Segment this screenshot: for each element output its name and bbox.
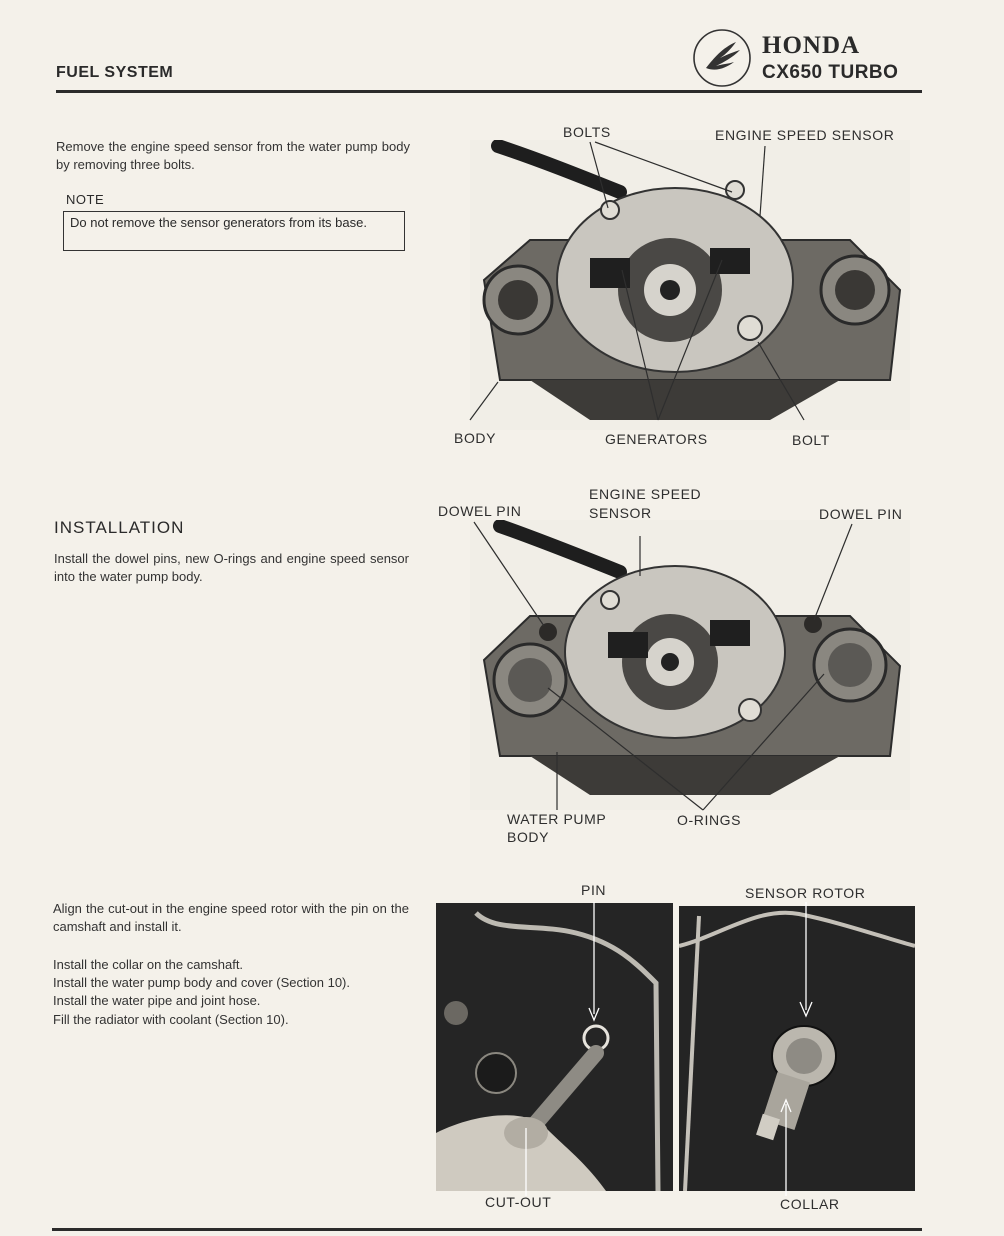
removal-leader-lines [440,120,920,440]
removal-instruction: Remove the engine speed sensor from the water pump body by removing three bolts. [56,139,410,172]
callout-sensor-rotor: SENSOR ROTOR [745,885,866,901]
alignment-step-2: Install the water pump body and cover (Section 10). [53,975,350,990]
callout-bolts: BOLTS [563,124,611,140]
callout-collar: COLLAR [780,1196,840,1212]
alignment-instruction: Align the cut-out in the engine speed rotor with the pin on the camshaft and install it. [53,901,409,934]
note-label: NOTE [66,192,105,207]
callout-cut-out: CUT-OUT [485,1194,552,1210]
alignment-step-4: Fill the radiator with coolant (Section 10). [53,1012,289,1027]
alignment-leader-lines [436,880,916,1200]
installation-leader-lines [440,510,920,830]
callout-pin: PIN [581,882,607,898]
callout-engine-speed-sensor-line1: ENGINE SPEED [589,486,702,502]
header-divider [56,90,922,93]
section-title: FUEL SYSTEM [56,64,174,81]
brand-name: HONDA [762,32,861,59]
installation-instruction: Install the dowel pins, new O-rings and engine speed sensor into the water pump body. [54,551,409,584]
callout-water-pump-body-line1: WATER PUMP [507,811,607,827]
callout-bolt: BOLT [792,432,830,448]
note-box: Do not remove the sensor generators from its base. [63,211,405,251]
callout-dowel-pin-left: DOWEL PIN [438,503,522,519]
honda-wing-logo [692,28,752,88]
callout-dowel-pin-right: DOWEL PIN [819,506,903,522]
model-name: CX650 TURBO [762,62,899,83]
callout-engine-speed-sensor-line2: SENSOR [589,505,652,521]
alignment-step-1: Install the collar on the camshaft. [53,957,244,972]
installation-title: INSTALLATION [54,518,185,537]
callout-engine-speed-sensor: ENGINE SPEED SENSOR [715,127,895,143]
callout-generators: GENERATORS [605,431,708,447]
alignment-step-3: Install the water pipe and joint hose. [53,993,261,1008]
callout-water-pump-body-line2: BODY [507,829,550,845]
callout-body: BODY [454,430,497,446]
footer-divider [52,1228,922,1231]
callout-o-rings: O-RINGS [677,812,742,828]
